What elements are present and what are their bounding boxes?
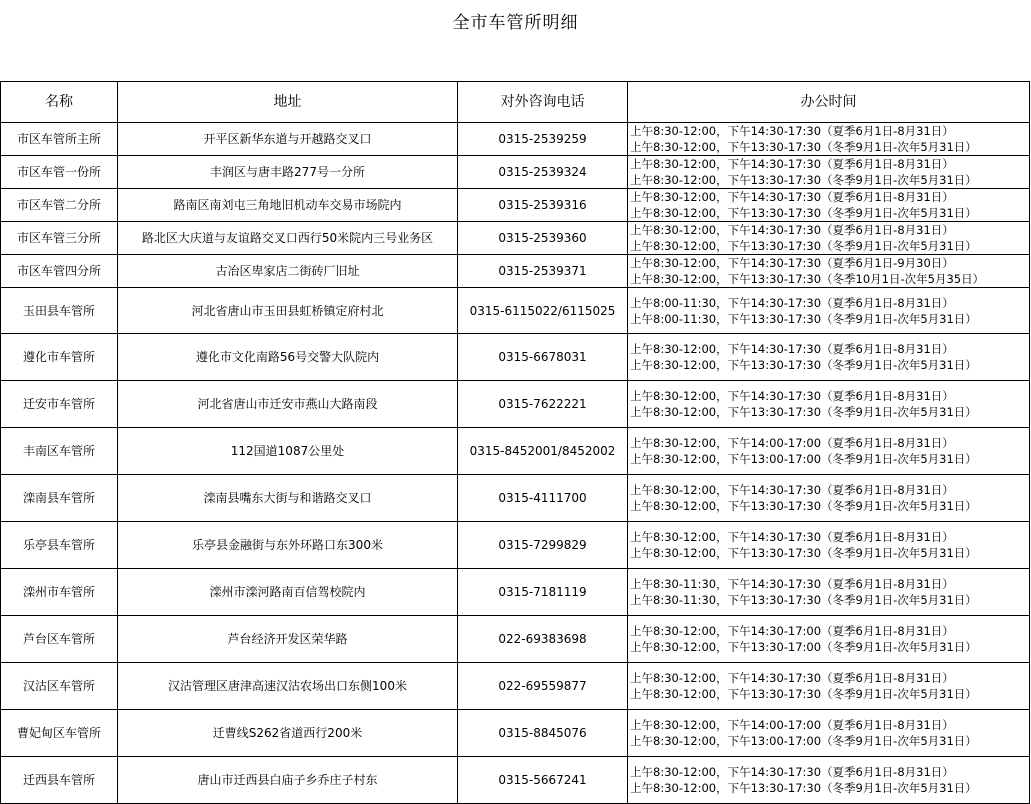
office-phone-cell: 0315-7181119 <box>458 569 628 616</box>
office-phone-cell: 0315-8452001/8452002 <box>458 428 628 475</box>
office-phone-cell: 0315-2539360 <box>458 222 628 255</box>
winter-hours-line: 上午8:30-12:00，下午13:30-17:30（冬季9月1日-次年5月31日） <box>630 206 977 220</box>
table-row <box>1 757 1030 804</box>
winter-hours-line: 上午8:30-12:00，下午13:30-17:30（冬季9月1日-次年5月31日） <box>630 781 977 795</box>
office-hours-cell <box>628 663 1030 710</box>
office-address-cell: 滦南县嘴东大街与和谐路交叉口 <box>118 475 458 522</box>
summer-hours-line: 上午8:30-12:00，下午14:30-17:30（夏季6月1日-8月31日） <box>630 190 954 204</box>
office-name-cell: 迁西县车管所 <box>1 757 118 804</box>
office-address-cell: 古冶区卑家店二街砖厂旧址 <box>118 255 458 288</box>
office-phone-cell: 0315-6678031 <box>458 334 628 381</box>
winter-hours-line: 上午8:30-12:00，下午13:30-17:30（冬季9月1日-次年5月31日） <box>630 687 977 701</box>
office-address-cell: 迁曹线S262省道西行200米 <box>118 710 458 757</box>
winter-hours-line: 上午8:30-12:00，下午13:30-17:30（冬季9月1日-次年5月31日） <box>630 546 977 560</box>
summer-hours-line: 上午8:30-12:00，下午14:30-17:30（夏季6月1日-8月31日） <box>630 671 954 685</box>
summer-hours-line: 上午8:30-12:00，下午14:30-17:00（夏季6月1日-8月31日） <box>630 624 954 638</box>
office-name-cell: 市区车管所主所 <box>1 123 118 156</box>
summer-hours-line: 上午8:30-12:00，下午14:30-17:30（夏季6月1日-8月31日） <box>630 530 954 544</box>
office-address-cell: 汉沽管理区唐津高速汉沽农场出口东侧100米 <box>118 663 458 710</box>
summer-hours-line: 上午8:30-12:00，下午14:30-17:30（夏季6月1日-9月30日） <box>630 256 954 270</box>
office-address-cell: 河北省唐山市迁安市燕山大路南段 <box>118 381 458 428</box>
table-row <box>1 663 1030 710</box>
office-name-cell: 市区车管一份所 <box>1 156 118 189</box>
table-row <box>1 255 1030 288</box>
office-name-cell: 市区车管三分所 <box>1 222 118 255</box>
table-row <box>1 428 1030 475</box>
winter-hours-line: 上午8:30-12:00，下午13:30-17:30（冬季9月1日-次年5月31日） <box>630 239 977 253</box>
office-hours-cell <box>628 522 1030 569</box>
office-hours-cell <box>628 222 1030 255</box>
winter-hours-line: 上午8:30-12:00，下午13:30-17:30（冬季10月1日-次年5月35日） <box>630 272 985 286</box>
office-phone-cell: 0315-8845076 <box>458 710 628 757</box>
winter-hours-line: 上午8:30-12:00，下午13:30-17:30（冬季9月1日-次年5月31日） <box>630 499 977 513</box>
office-address-cell: 唐山市迁西县白庙子乡乔庄子村东 <box>118 757 458 804</box>
table-row <box>1 123 1030 156</box>
column-header-hours: 办公时间 <box>628 82 1030 123</box>
column-header-name: 名称 <box>1 82 118 123</box>
office-hours-cell <box>628 616 1030 663</box>
summer-hours-line: 上午8:30-12:00，下午14:30-17:30（夏季6月1日-8月31日） <box>630 223 954 237</box>
vehicle-office-table <box>0 81 1030 804</box>
winter-hours-line: 上午8:30-12:00，下午13:30-17:00（冬季9月1日-次年5月31日） <box>630 640 977 654</box>
table-row <box>1 189 1030 222</box>
table-row <box>1 288 1030 334</box>
table-row <box>1 475 1030 522</box>
summer-hours-line: 上午8:30-11:30，下午14:30-17:30（夏季6月1日-8月31日） <box>630 577 954 591</box>
winter-hours-line: 上午8:30-12:00，下午13:30-17:30（冬季9月1日-次年5月31日） <box>630 358 977 372</box>
office-phone-cell: 0315-7622221 <box>458 381 628 428</box>
summer-hours-line: 上午8:30-12:00，下午14:30-17:30（夏季6月1日-8月31日） <box>630 765 954 779</box>
office-address-cell: 112国道1087公里处 <box>118 428 458 475</box>
office-name-cell: 曹妃甸区车管所 <box>1 710 118 757</box>
office-hours-cell <box>628 475 1030 522</box>
office-phone-cell: 0315-2539324 <box>458 156 628 189</box>
summer-hours-line: 上午8:30-12:00，下午14:30-17:30（夏季6月1日-8月31日） <box>630 157 954 171</box>
office-hours-cell <box>628 255 1030 288</box>
office-name-cell: 滦州市车管所 <box>1 569 118 616</box>
summer-hours-line: 上午8:30-12:00，下午14:00-17:00（夏季6月1日-8月31日） <box>630 436 954 450</box>
table-header-row <box>1 82 1030 123</box>
office-phone-cell: 0315-5667241 <box>458 757 628 804</box>
office-name-cell: 市区车管二分所 <box>1 189 118 222</box>
office-name-cell: 芦台区车管所 <box>1 616 118 663</box>
office-hours-cell <box>628 189 1030 222</box>
office-address-cell: 开平区新华东道与开越路交叉口 <box>118 123 458 156</box>
office-phone-cell: 0315-4111700 <box>458 475 628 522</box>
office-address-cell: 乐亭县金融街与东外环路口东300米 <box>118 522 458 569</box>
office-address-cell: 遵化市文化南路56号交警大队院内 <box>118 334 458 381</box>
winter-hours-line: 上午8:30-11:30，下午13:30-17:30（冬季9月1日-次年5月31日） <box>630 593 977 607</box>
summer-hours-line: 上午8:30-12:00，下午14:30-17:30（夏季6月1日-8月31日） <box>630 124 954 138</box>
office-phone-cell: 0315-2539371 <box>458 255 628 288</box>
office-address-cell: 河北省唐山市玉田县虹桥镇定府村北 <box>118 288 458 334</box>
office-address-cell: 丰润区与唐丰路277号一分所 <box>118 156 458 189</box>
office-hours-cell <box>628 381 1030 428</box>
office-name-cell: 迁安市车管所 <box>1 381 118 428</box>
office-phone-cell: 022-69383698 <box>458 616 628 663</box>
winter-hours-line: 上午8:30-12:00，下午13:00-17:00（冬季9月1日-次年5月31日） <box>630 734 977 748</box>
office-name-cell: 乐亭县车管所 <box>1 522 118 569</box>
page-title: 全市车管所明细 <box>452 13 579 33</box>
table-body <box>1 123 1030 804</box>
office-address-cell: 路北区大庆道与友谊路交叉口西行50米院内三号业务区 <box>118 222 458 255</box>
winter-hours-line: 上午8:30-12:00，下午13:30-17:30（冬季9月1日-次年5月31日） <box>630 173 977 187</box>
office-hours-cell <box>628 334 1030 381</box>
table-row <box>1 616 1030 663</box>
office-name-cell: 汉沽区车管所 <box>1 663 118 710</box>
winter-hours-line: 上午8:30-12:00，下午13:30-17:30（冬季9月1日-次年5月31日） <box>630 405 977 419</box>
summer-hours-line: 上午8:30-12:00，下午14:30-17:30（夏季6月1日-8月31日） <box>630 389 954 403</box>
table-row <box>1 334 1030 381</box>
office-phone-cell: 0315-2539316 <box>458 189 628 222</box>
table-row <box>1 222 1030 255</box>
office-hours-cell <box>628 156 1030 189</box>
office-phone-cell: 0315-2539259 <box>458 123 628 156</box>
office-name-cell: 市区车管四分所 <box>1 255 118 288</box>
office-address-cell: 芦台经济开发区荣华路 <box>118 616 458 663</box>
table-row <box>1 381 1030 428</box>
office-hours-cell <box>628 288 1030 334</box>
office-hours-cell <box>628 710 1030 757</box>
table-row <box>1 156 1030 189</box>
office-name-cell: 丰南区车管所 <box>1 428 118 475</box>
office-hours-cell <box>628 569 1030 616</box>
office-hours-cell <box>628 428 1030 475</box>
office-phone-cell: 0315-7299829 <box>458 522 628 569</box>
summer-hours-line: 上午8:30-12:00，下午14:30-17:30（夏季6月1日-8月31日） <box>630 342 954 356</box>
table-row <box>1 569 1030 616</box>
office-address-cell: 路南区南刘屯三角地旧机动车交易市场院内 <box>118 189 458 222</box>
column-header-address: 地址 <box>118 82 458 123</box>
summer-hours-line: 上午8:00-11:30，下午14:30-17:30（夏季6月1日-8月31日） <box>630 295 954 310</box>
office-address-cell: 滦州市滦河路南百信驾校院内 <box>118 569 458 616</box>
column-header-phone: 对外咨询电话 <box>458 82 628 123</box>
summer-hours-line: 上午8:30-12:00，下午14:30-17:30（夏季6月1日-8月31日） <box>630 483 954 497</box>
office-phone-cell: 022-69559877 <box>458 663 628 710</box>
table-row <box>1 522 1030 569</box>
office-name-cell: 滦南县车管所 <box>1 475 118 522</box>
winter-hours-line: 上午8:00-11:30，下午13:30-17:30（冬季9月1日-次年5月31日） <box>630 311 977 326</box>
office-phone-cell: 0315-6115022/6115025 <box>458 288 628 334</box>
table-row <box>1 710 1030 757</box>
winter-hours-line: 上午8:30-12:00，下午13:30-17:30（冬季9月1日-次年5月31日） <box>630 140 977 154</box>
summer-hours-line: 上午8:30-12:00，下午14:00-17:00（夏季6月1日-8月31日） <box>630 718 954 732</box>
office-hours-cell <box>628 757 1030 804</box>
winter-hours-line: 上午8:30-12:00，下午13:00-17:00（冬季9月1日-次年5月31日） <box>630 452 977 466</box>
office-name-cell: 遵化市车管所 <box>1 334 118 381</box>
office-hours-cell <box>628 123 1030 156</box>
office-name-cell: 玉田县车管所 <box>1 288 118 334</box>
